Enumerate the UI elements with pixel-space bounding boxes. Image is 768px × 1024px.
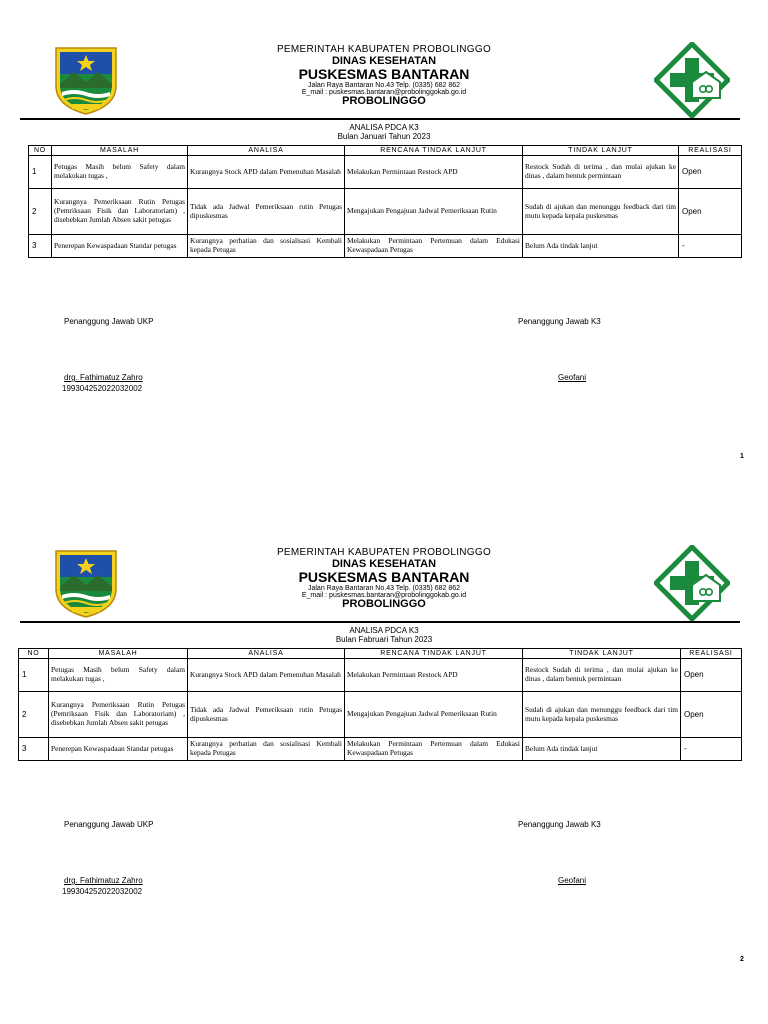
signature-right-title: Penanggung Jawab K3 — [518, 820, 601, 829]
puskesmas-logo-icon — [654, 42, 730, 118]
cell-masalah: Penerepan Kewaspadaan Standar petugas — [49, 738, 188, 761]
cell-masalah: Penerepan Kewaspadaan Standar petugas — [52, 235, 188, 258]
cell-realisasi: - — [679, 235, 742, 258]
cell-rencana: Melakukan Permintaan Pertemuan dalam Edukasi Kewaspadaan Petugas — [345, 235, 523, 258]
letterhead-divider — [20, 118, 740, 120]
column-header-rencana: RENCANA TINDAK LANJUT — [345, 649, 523, 659]
cell-analisa: Kurangnya perhatian dan sosialisasi Kembali kepada Petugas — [188, 738, 345, 761]
table-row — [29, 235, 742, 258]
cell-tindak: Restock Sudah di terima , dan mulai ajukan ke dinas , dalam bentuk permintaan — [523, 659, 681, 692]
cell-masalah: Kurangnya Pemeriksaan Rutin Petugas (Pemriksaan Fisik dan Laboratoriam) , disebebkan Jumlah Absen sakit petugas — [52, 189, 188, 235]
letterhead — [200, 548, 568, 611]
table-header-row — [29, 146, 742, 156]
cell-masalah: Petugas Masih belum Safety dalam melakukan tugas , — [52, 156, 188, 189]
report-period: Bulan Januari Tahun 2023 — [337, 132, 431, 142]
column-header-rencana: RENCANA TINDAK LANJUT — [345, 146, 523, 156]
report-period: Bulan Fabruari Tahun 2023 — [335, 635, 433, 645]
column-header-realisasi: REALISASI — [681, 649, 742, 659]
table-header-row — [19, 649, 742, 659]
signature-left-nip: 199304252022032002 — [62, 384, 143, 393]
report-title: ANALISA PDCA K3 — [349, 123, 419, 132]
table-row — [29, 189, 742, 235]
signature-left-title: Penanggung Jawab UKP — [64, 820, 154, 829]
column-header-realisasi: REALISASI — [679, 146, 742, 156]
cell-rencana: Mengajukan Pengajuan Jadwal Pemeriksaan Rutin — [345, 692, 523, 738]
report-title: ANALISA PDCA K3 — [349, 626, 419, 635]
cell-no: 3 — [29, 235, 52, 258]
signature-right-title: Penanggung Jawab K3 — [518, 317, 601, 326]
cell-analisa: Tidak ada Jadwal Pemeriksaan rutin Petugas dipuskesmas — [188, 189, 345, 235]
letterhead-divider — [20, 621, 740, 623]
cell-tindak: Restock Sudah di terima , dan mulai ajukan ke dinas , dalam bentuk permintaan — [523, 156, 679, 189]
letterhead-address: Jalan Raya Bantaran No.43 Telp. (0335) 682 862 — [307, 584, 461, 592]
cell-rencana: Melakukan Permintaan Restock APD — [345, 659, 523, 692]
table-row — [29, 156, 742, 189]
cell-realisasi: Open — [679, 156, 742, 189]
signature-left-name: drg. Fathimatuz Zahro — [64, 876, 143, 885]
report-title-block — [200, 626, 568, 644]
letterhead-address: Jalan Raya Bantaran No.43 Telp. (0335) 682 862 — [307, 81, 461, 89]
table-row — [19, 738, 742, 761]
cell-no: 1 — [19, 659, 49, 692]
table-row — [19, 692, 742, 738]
signature-left-title: Penanggung Jawab UKP — [64, 317, 154, 326]
page-number: 1 — [740, 453, 744, 460]
cell-analisa: Kurangnya Stock APD dalam Pemenuhan Masalah — [188, 659, 345, 692]
cell-masalah: Petugas Masih belum Safety dalam melakukan tugas , — [49, 659, 188, 692]
cell-rencana: Melakukan Permintaan Restock APD — [345, 156, 523, 189]
cell-tindak: Belum Ada tindak lanjut — [523, 738, 681, 761]
column-header-tindak: TINDAK LANJUT — [523, 146, 679, 156]
cell-rencana: Mengajukan Pengajuan Jadwal Pemeriksaan Rutin — [345, 189, 523, 235]
table-row — [19, 659, 742, 692]
cell-tindak: Belum Ada tindak lanjut — [523, 235, 679, 258]
puskesmas-logo-icon — [654, 545, 730, 621]
letterhead-institution: PUSKESMAS BANTARAN — [298, 66, 470, 83]
column-header-tindak: TINDAK LANJUT — [523, 649, 681, 659]
document-page-1 — [0, 0, 768, 500]
cell-tindak: Sudah di ajukan dan menunggu feedback dari tim mutu kepada kepala puskesmas — [523, 692, 681, 738]
regency-emblem-icon — [50, 547, 122, 619]
column-header-no: NO — [19, 649, 49, 659]
cell-analisa: Kurangnya Stock APD dalam Pemenuhan Masalah — [188, 156, 345, 189]
pdca-table — [18, 648, 742, 761]
cell-analisa: Tidak ada Jadwal Pemeriksaan rutin Petugas dipuskesmas — [188, 692, 345, 738]
cell-tindak: Sudah di ajukan dan menunggu feedback dari tim mutu kepada kepala puskesmas — [523, 189, 679, 235]
column-header-analisa: ANALISA — [188, 649, 345, 659]
pdca-table — [28, 145, 742, 258]
cell-no: 3 — [19, 738, 49, 761]
cell-rencana: Melakukan Permintaan Pertemuan dalam Edukasi Kewaspadaan Petugas — [345, 738, 523, 761]
signature-left-name: drg. Fathimatuz Zahro — [64, 373, 143, 382]
column-header-masalah: MASALAH — [49, 649, 188, 659]
column-header-no: NO — [29, 146, 52, 156]
signature-left-nip: 199304252022032002 — [62, 887, 143, 896]
cell-analisa: Kurangnya perhatian dan sosialisasi Kembali kepada Petugas — [188, 235, 345, 258]
page-number: 2 — [740, 956, 744, 963]
regency-emblem-icon — [50, 44, 122, 116]
cell-realisasi: Open — [681, 659, 742, 692]
cell-masalah: Kurangnya Pemeriksaan Rutin Petugas (Pemriksaan Fisik dan Laboratoriam) , disebebkan Jumlah Absen sakit petugas — [49, 692, 188, 738]
letterhead-department: DINAS KESEHATAN — [331, 54, 437, 67]
cell-realisasi: Open — [679, 189, 742, 235]
cell-realisasi: Open — [681, 692, 742, 738]
letterhead-department: DINAS KESEHATAN — [331, 557, 437, 570]
letterhead-government: PEMERINTAH KABUPATEN PROBOLINGGO — [276, 547, 492, 558]
column-header-masalah: MASALAH — [52, 146, 188, 156]
letterhead-institution: PUSKESMAS BANTARAN — [298, 569, 470, 586]
cell-realisasi: - — [681, 738, 742, 761]
cell-no: 2 — [29, 189, 52, 235]
cell-no: 2 — [19, 692, 49, 738]
column-header-analisa: ANALISA — [188, 146, 345, 156]
letterhead-city: PROBOLINGGO — [342, 95, 426, 108]
signature-right-name: Geofani — [558, 373, 587, 382]
letterhead-email: E_mail : puskesmas.bantaran@probolinggokab.go.id — [301, 89, 467, 97]
letterhead — [200, 45, 568, 108]
signature-right-name: Geofani — [558, 876, 587, 885]
letterhead-city: PROBOLINGGO — [342, 598, 426, 611]
document-page-2 — [0, 503, 768, 1003]
letterhead-email: E_mail : puskesmas.bantaran@probolinggokab.go.id — [301, 592, 467, 600]
cell-no: 1 — [29, 156, 52, 189]
report-title-block — [200, 123, 568, 141]
letterhead-government: PEMERINTAH KABUPATEN PROBOLINGGO — [276, 44, 492, 55]
